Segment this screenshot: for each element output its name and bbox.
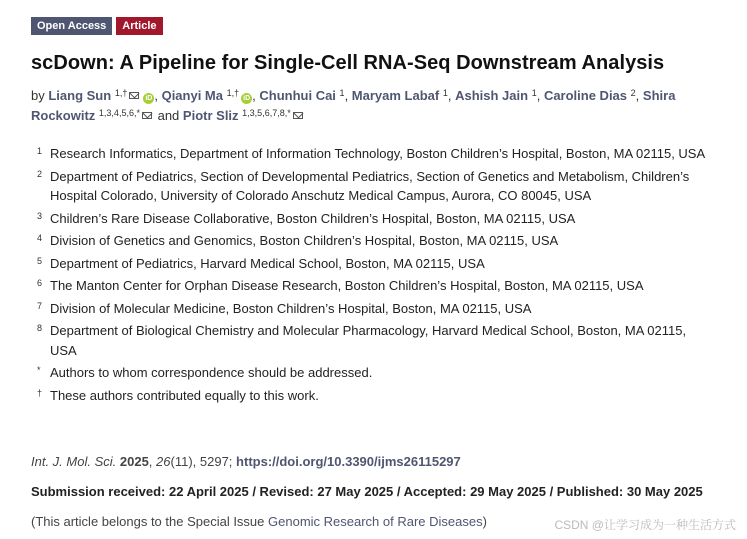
article-type-badge: Article	[116, 17, 162, 35]
affiliation-text: Authors to whom correspondence should be addressed.	[50, 365, 373, 380]
author-affiliation-sup: 1	[339, 88, 345, 98]
watermark: CSDN @让学习成为一种生活方式	[554, 518, 736, 532]
author-affiliation-sup: 2	[630, 88, 636, 98]
special-issue-link[interactable]: Genomic Research of Rare Diseases	[268, 514, 483, 529]
author-name[interactable]: Liang Sun	[48, 88, 112, 103]
byline-prefix: by	[31, 88, 45, 103]
author-name[interactable]: Chunhui Cai	[259, 88, 336, 103]
journal-name: Int. J. Mol. Sci.	[31, 454, 117, 469]
affiliation-number: 4	[37, 233, 43, 243]
affiliation-number: 3	[37, 210, 43, 221]
open-access-badge: Open Access	[31, 17, 112, 35]
special-issue-suffix: )	[482, 514, 487, 529]
citation-line: Int. J. Mol. Sci. 2025, 26(11), 5297; https://doi.org/10.3390/ijms26115297	[31, 454, 461, 469]
affiliation-text: Research Informatics, Department of Information Technology, Boston Children’s Hospital, Boston, MA 02115, USA	[50, 146, 706, 161]
affiliation-item	[31, 386, 711, 406]
author-name[interactable]: Piotr Sliz	[182, 108, 239, 123]
affiliation-number: 6	[37, 278, 43, 288]
affiliation-item	[31, 167, 711, 206]
special-issue-prefix: (This article belongs to the Special Issue	[31, 514, 269, 529]
affiliation-item	[31, 299, 711, 319]
affiliation-text: These authors contributed equally to this work.	[50, 387, 319, 403]
author-affiliation-sup: 1,3,4,5,6,*	[98, 108, 140, 118]
article-title: scDown: A Pipeline for Single-Cell RNA-Seq Downstream Analysis	[31, 52, 665, 74]
affiliation-text: Department of Pediatrics, Section of Developmental Pediatrics, Section of Genetics and Metabolism, Children’s Hospital Colorado, University of Colorado Anschutz Medical Campus, Aurora, CO 80045, USA	[50, 168, 690, 203]
affiliation-item	[31, 363, 711, 383]
orcid-icon[interactable]: iD	[145, 95, 153, 102]
author-affiliation-sup: 1	[531, 88, 537, 98]
affiliation-item	[31, 321, 711, 360]
publication-dates: Submission received: 22 April 2025 / Revised: 27 May 2025 / Accepted: 29 May 2025 / Published: 30 May 2025	[31, 484, 703, 499]
author-name[interactable]: Caroline Dias	[543, 88, 628, 103]
affiliation-text: Department of Pediatrics, Harvard Medical School, Boston, MA 02115, USA	[50, 255, 485, 271]
affiliation-number: 5	[37, 255, 43, 266]
citation-issue-pages: (11), 5297;	[170, 454, 233, 469]
affiliation-item	[31, 144, 711, 164]
affiliation-item	[31, 254, 711, 274]
affiliation-number: †	[37, 387, 43, 398]
email-icon[interactable]	[129, 92, 139, 99]
citation-volume: 26	[156, 454, 171, 469]
email-icon[interactable]	[293, 112, 303, 119]
affiliation-text: Division of Genetics and Genomics, Boston Children’s Hospital, Boston, MA 02115, USA	[50, 233, 559, 248]
special-issue-note	[31, 514, 487, 529]
badge-group	[31, 17, 163, 35]
affiliation-text: Department of Biological Chemistry and Molecular Pharmacology, Harvard Medical School, Boston, MA 02115, USA	[50, 323, 687, 358]
and-word: and	[157, 108, 180, 123]
author-name[interactable]: Ashish Jain	[455, 88, 529, 103]
affiliation-text: Children’s Rare Disease Collaborative, Boston Children’s Hospital, Boston, MA 02115, USA	[50, 210, 576, 226]
author-name[interactable]: Qianyi Ma	[161, 88, 223, 103]
author-list: by Liang Sun $^{1,\dagger}$iD , Qianyi Ma $^{1,\dagger}$iD , Chunhui Cai $^1$, Maryam Labaf $^1$, Ashish Jain $^1$, Caroline Dias $^2$, Shira Rockowitz $^{1,3,4,5,6,*}$ and Piotr Sliz $^{1,3,5,6,7,8,*}$	[31, 88, 676, 123]
author-affiliation-sup: 1,†	[226, 88, 240, 98]
orcid-icon[interactable]: iD	[243, 95, 251, 102]
affiliation-number: 8	[37, 323, 43, 333]
affiliation-number: 2	[37, 168, 43, 179]
affiliation-number: 1	[37, 146, 43, 156]
affiliation-number: 7	[37, 300, 43, 311]
author-name[interactable]: Shira Rockowitz	[31, 88, 676, 123]
affiliation-item	[31, 209, 711, 229]
affiliation-list	[31, 144, 711, 408]
author-affiliation-sup: 1,3,5,6,7,8,*	[242, 108, 291, 118]
citation-year: 2025	[119, 454, 149, 469]
author-affiliation-sup: 1,†	[114, 88, 128, 98]
affiliation-text: The Manton Center for Orphan Disease Research, Boston Children’s Hospital, Boston, MA 02115, USA	[50, 278, 644, 293]
author-affiliation-sup: 1	[442, 88, 448, 98]
author-name[interactable]: Maryam Labaf	[351, 88, 440, 103]
affiliation-item	[31, 231, 711, 251]
affiliation-number: *	[37, 365, 41, 375]
affiliation-item	[31, 276, 711, 296]
doi-link[interactable]: https://doi.org/10.3390/ijms26115297	[236, 454, 461, 469]
affiliation-text: Division of Molecular Medicine, Boston Children’s Hospital, Boston, MA 02115, USA	[50, 300, 532, 316]
email-icon[interactable]	[142, 112, 152, 119]
